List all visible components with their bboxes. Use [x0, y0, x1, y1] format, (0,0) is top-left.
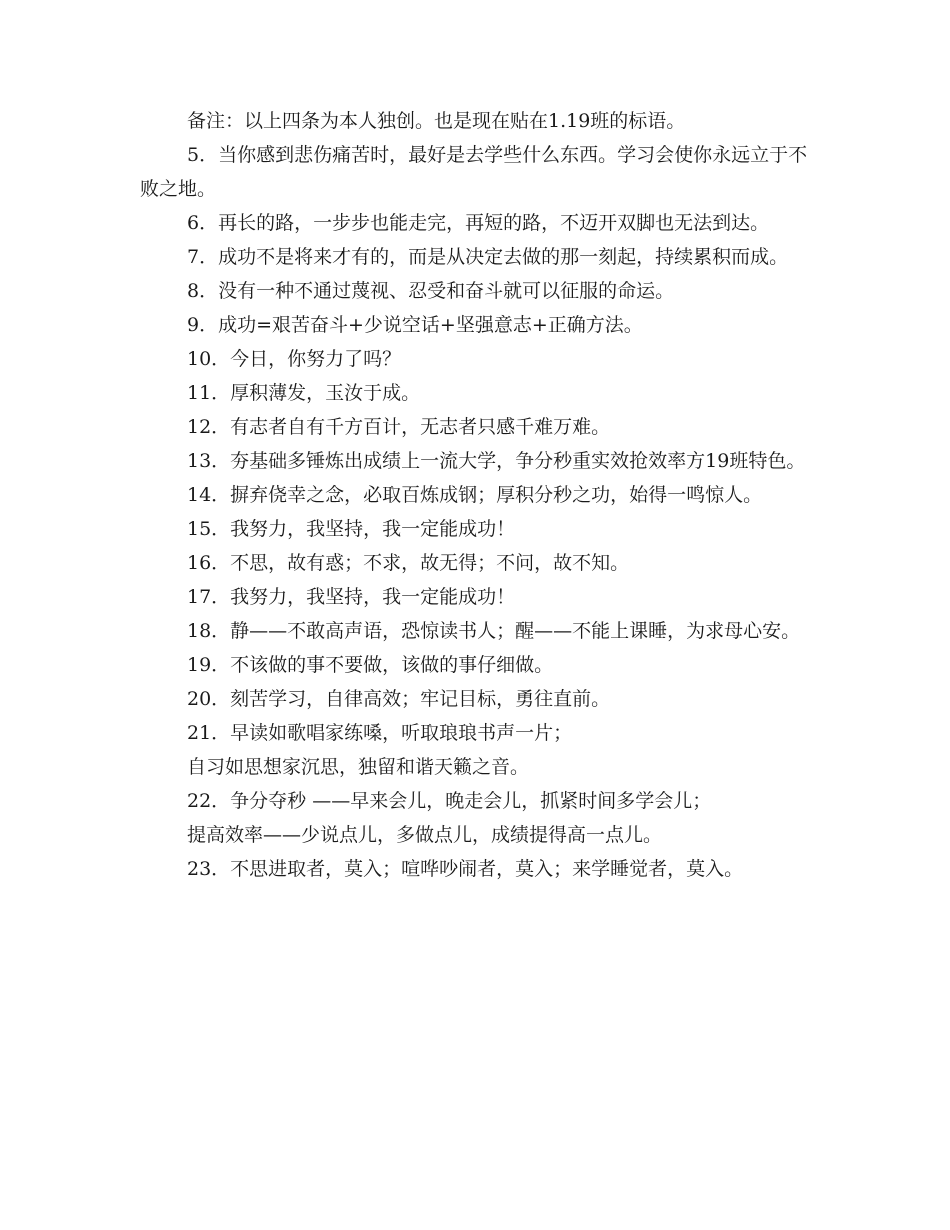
- slogan-17: 17．我努力，我坚持，我一定能成功！: [187, 586, 516, 608]
- slogan-22-line-1: 22．争分夺秒 ——早来会儿，晚走会儿，抓紧时间多学会儿；: [187, 790, 712, 812]
- slogan-12: 12．有志者自有千方百计，无志者只感千难万难。: [187, 416, 611, 438]
- slogan-5: 5．当你感到悲伤痛苦时，最好是去学些什么东西。学习会使你永远立于不败之地。: [140, 144, 808, 200]
- slogan-20: 20．刻苦学习，自律高效；牢记目标，勇往直前。: [187, 688, 611, 710]
- slogan-8: 8．没有一种不通过蔑视、忍受和奋斗就可以征服的命运。: [187, 280, 675, 302]
- slogan-23: 23．不思进取者，莫入；喧哗吵闹者，莫入；来学睡觉者，莫入。: [187, 858, 744, 880]
- note-paragraph: 备注：以上四条为本人独创。也是现在贴在1.19班的标语。: [187, 110, 686, 132]
- slogan-22-line-2: 提高效率——少说点儿，多做点儿，成绩提得高一点儿。: [187, 824, 663, 846]
- slogan-21-line-2: 自习如思想家沉思，独留和谐天籁之音。: [187, 756, 530, 778]
- slogan-19: 19．不该做的事不要做，该做的事仔细做。: [187, 654, 554, 676]
- slogan-21-line-1: 21．早读如歌唱家练嗓，听取琅琅书声一片；: [187, 722, 573, 744]
- slogan-16: 16．不思，故有惑；不求，故无得；不问，故不知。: [187, 552, 630, 574]
- slogan-6: 6．再长的路，一步步也能走完，再短的路，不迈开双脚也无法到达。: [187, 212, 770, 234]
- document-body: [140, 104, 820, 886]
- slogan-14: 14．摒弃侥幸之念，必取百炼成钢；厚积分秒之功，始得一鸣惊人。: [187, 484, 763, 506]
- slogan-18: 18．静——不敢高声语，恐惊读书人；醒——不能上课睡，为求母心安。: [187, 620, 801, 642]
- slogan-10: 10．今日，你努力了吗？: [187, 348, 402, 370]
- slogan-7: 7．成功不是将来才有的，而是从决定去做的那一刻起，持续累积而成。: [187, 246, 789, 268]
- slogan-11: 11．厚积薄发，玉汝于成。: [187, 382, 421, 404]
- slogan-9: 9．成功=艰苦奋斗+少说空话+坚强意志+正确方法。: [187, 314, 643, 336]
- slogan-15: 15．我努力，我坚持，我一定能成功！: [187, 518, 516, 540]
- slogan-13: 13．夯基础多锤炼出成绩上一流大学，争分秒重实效抢效率方19班特色。: [187, 450, 806, 472]
